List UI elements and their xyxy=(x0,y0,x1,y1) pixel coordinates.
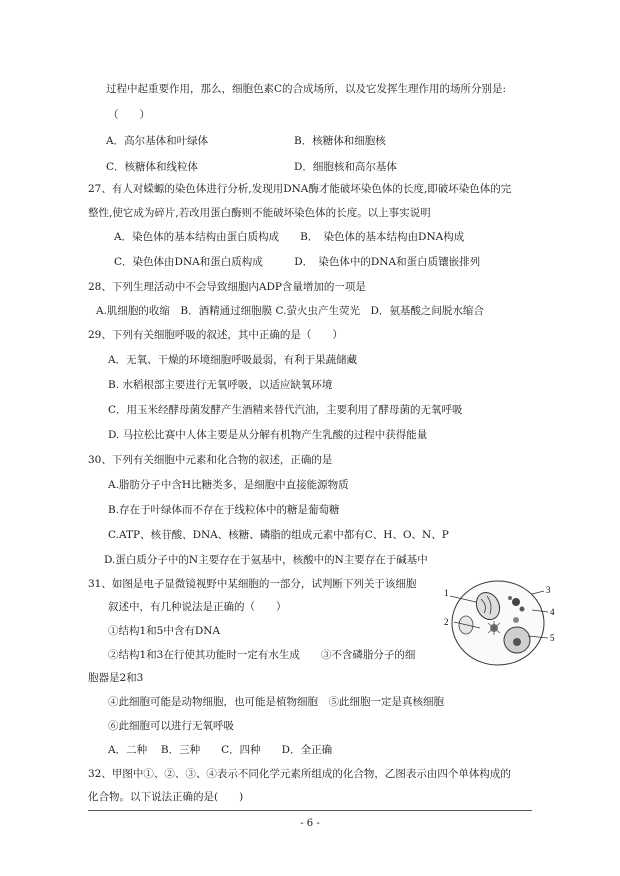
figure-label: 2 xyxy=(444,617,449,627)
footer-divider xyxy=(88,810,532,811)
option-c: C.ATP、核苷酸、DNA、核糖、磷脂的组成元素中都有C、H、O、N、P xyxy=(108,529,449,541)
question-28: 28、下列生理活动中不会导致细胞内ADP含量增加的一项是 xyxy=(88,281,366,293)
figure-label: 4 xyxy=(550,607,555,617)
question-30: 30、下列有关细胞中元素和化合物的叙述，正确的是 xyxy=(88,454,333,466)
text-line: 过程中起重要作用，那么，细胞色素C的合成场所，以及它发挥生理作用的场所分别是: xyxy=(106,83,507,95)
statement-6: ⑥此细胞可以进行无氧呼吸 xyxy=(108,720,234,732)
option-a: A．高尔基体和叶绿体 xyxy=(106,135,209,147)
text-line: 整性,使它成为碎片,若改用蛋白酶则不能破坏染色体的长度。以上事实说明 xyxy=(88,207,431,219)
options: A.肌细胞的收缩 B．酒精通过细胞膜 C.萤火虫产生荧光 D．氨基酸之间脱水缩合 xyxy=(96,305,484,317)
statement-4-5: ④此细胞可能是动物细胞，也可能是植物细胞 ⑤此细胞一定是真核细胞 xyxy=(108,696,444,708)
question-32: 32、甲图中①、②、③、④表示不同化学元素所组成的化合物，乙图表示由四个单体构成的 xyxy=(88,768,511,780)
options-ab: A．染色体的基本结构由蛋白质构成 B． 染色体的基本结构由DNA构成 xyxy=(114,231,465,243)
option-c: C．核糖体和线粒体 xyxy=(106,161,199,173)
options-cd: C．染色体由DNA和蛋白质构成 D． 染色体中的DNA和蛋白质镶嵌排列 xyxy=(114,256,481,268)
question-29: 29、下列有关细胞呼吸的叙述，其中正确的是（ ） xyxy=(88,329,343,341)
text-line: 叙述中，有几种说法是正确的（ ） xyxy=(108,601,287,613)
statement-1: ①结构1和5中含有DNA xyxy=(108,625,221,637)
figure-label: 3 xyxy=(546,585,551,595)
option-b: B．核糖体和细胞核 xyxy=(294,135,386,147)
option-a: A.脂肪分子中含H比糖类多，是细胞中直接能源物质 xyxy=(108,479,349,491)
option-b: B.存在于叶绿体而不存在于线粒体中的糖是葡萄糖 xyxy=(108,504,340,516)
cell-micrograph-figure xyxy=(440,578,565,668)
figure-label: 5 xyxy=(550,633,555,643)
page-number: - 6 - xyxy=(300,818,320,829)
option-b: B. 水稻根部主要进行无氧呼吸，以适应缺氧环境 xyxy=(108,379,333,391)
text-line: （ ） xyxy=(108,109,150,121)
option-c: C．用玉米经酵母菌发酵产生酒精来替代汽油，主要利用了酵母菌的无氧呼吸 xyxy=(108,404,463,416)
question-31: 31、如图是电子显微镜视野中某细胞的一部分，试判断下列关于该细胞 xyxy=(88,578,417,590)
figure-label: 1 xyxy=(444,588,449,598)
text-line: 胞器是2和3 xyxy=(88,672,144,684)
statement-2-3: ②结构1和3在行使其功能时一定有水生成 ③不含磷脂分子的细 xyxy=(108,649,416,661)
option-d: D.蛋白质分子中的N主要存在于氨基中，核酸中的N主要存在于碱基中 xyxy=(104,554,428,566)
text-line: 化合物。以下说法正确的是( ) xyxy=(88,791,244,803)
option-d: D. 马拉松比赛中人体主要是从分解有机物产生乳酸的过程中获得能量 xyxy=(108,429,428,441)
options: A．二种 B．三种 C．四种 D．全正确 xyxy=(108,744,333,756)
option-d: D．细胞核和高尔基体 xyxy=(294,161,397,173)
option-a: A．无氧、干燥的环境细胞呼吸最弱，有利于果蔬储藏 xyxy=(108,354,358,366)
question-27: 27、有人对蝾螈的染色体进行分析,发现用DNA酶才能破坏染色体的长度,即破坏染色体的完 xyxy=(88,183,512,195)
